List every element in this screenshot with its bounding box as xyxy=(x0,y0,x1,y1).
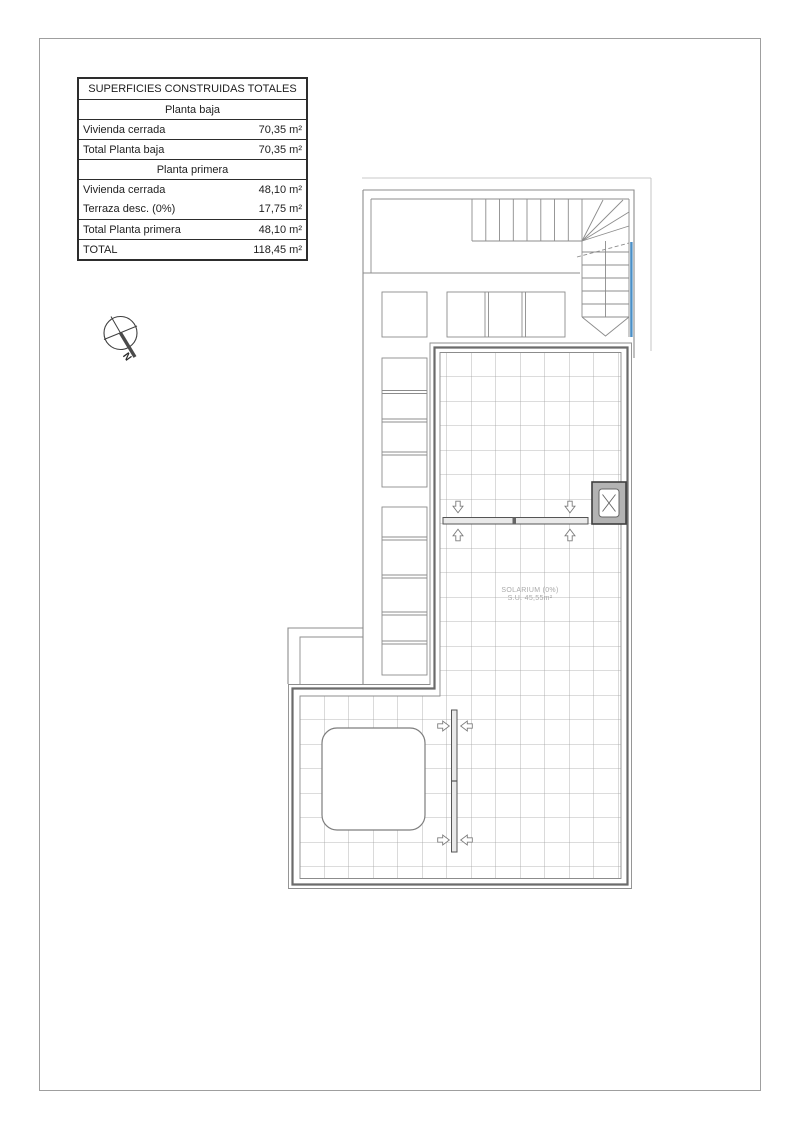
left-wall-extension xyxy=(288,628,363,684)
channel-horizontal-joint xyxy=(513,518,517,525)
row-value: 118,45 m² xyxy=(253,243,302,256)
stairwell-skylight xyxy=(322,728,425,830)
north-compass xyxy=(104,317,137,364)
row-value: 48,10 m² xyxy=(258,183,302,196)
stair-dashed-line xyxy=(577,243,629,257)
row-label: Vivienda cerrada xyxy=(83,123,166,136)
section-label: Planta baja xyxy=(164,103,221,116)
row-value: 48,10 m² xyxy=(258,223,302,236)
stair-direction-v xyxy=(582,317,629,336)
row-label: Vivienda cerrada xyxy=(83,183,166,196)
row-label: TOTAL xyxy=(83,243,118,256)
rooflight-row xyxy=(382,292,565,337)
shaft-box xyxy=(592,482,626,524)
solarium-label xyxy=(501,587,558,602)
row-label: Total Planta primera xyxy=(83,223,181,236)
row-label: Terraza desc. (0%) xyxy=(83,203,176,215)
louver-slats xyxy=(382,358,427,675)
section-label: Planta primera xyxy=(156,163,229,176)
row-label: Total Planta baja xyxy=(83,143,165,156)
row-value: 70,35 m² xyxy=(258,123,302,136)
stair-lower-treads xyxy=(582,241,629,336)
solarium-label-line1: SOLARIUM (0%) xyxy=(501,587,559,594)
table-title-text: SUPERFICIES CONSTRUIDAS TOTALES xyxy=(88,83,297,95)
site-boundary-lines xyxy=(362,178,651,351)
row-value: 70,35 m² xyxy=(258,143,302,156)
stair-winder-fan xyxy=(582,200,629,241)
stair-upper-treads xyxy=(472,199,582,241)
row-value: 17,75 m² xyxy=(258,203,302,215)
solarium-label-line2: S.U. 45,55m² xyxy=(507,595,553,602)
north-label: N xyxy=(120,350,134,364)
